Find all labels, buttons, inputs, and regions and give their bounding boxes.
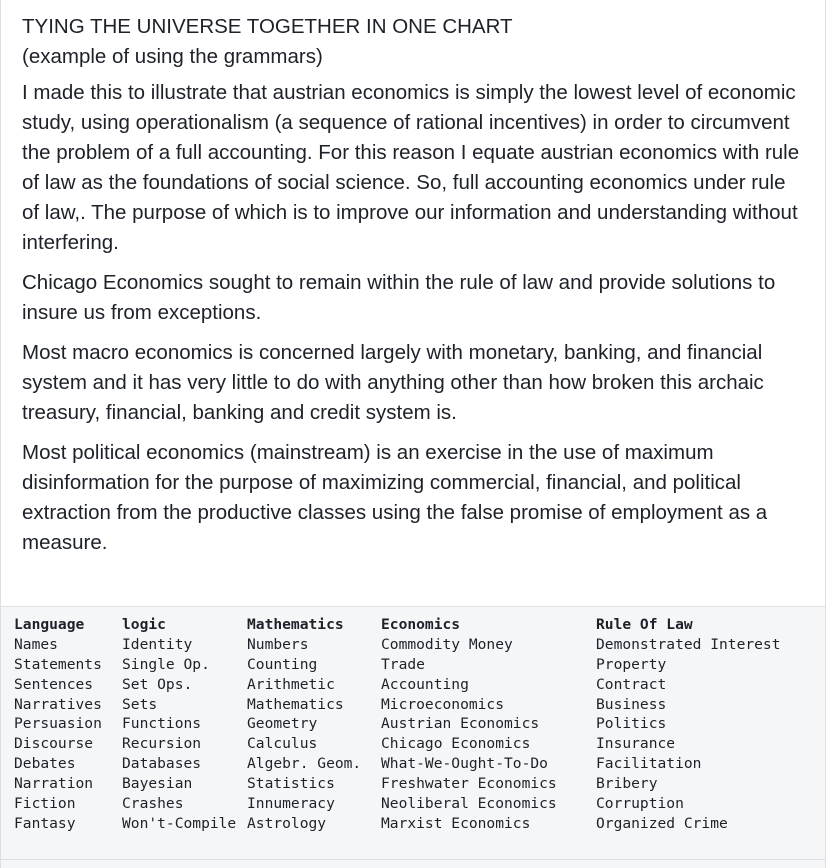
- header-language: Language: [14, 616, 85, 633]
- table-cell: Algebr. Geom.: [247, 755, 362, 773]
- grammar-header-row: [14, 616, 796, 636]
- table-cell: Geometry: [247, 715, 318, 733]
- table-row: [14, 795, 796, 815]
- table-cell: Facilitation: [596, 755, 702, 773]
- table-cell: Accounting: [381, 675, 469, 693]
- table-cell: Organized Crime: [596, 814, 728, 832]
- table-cell: Demonstrated Interest: [596, 635, 781, 653]
- table-cell: Politics: [596, 715, 667, 733]
- table-cell: Bribery: [596, 775, 658, 793]
- paragraph-political: Most political economics (mainstream) is an exercise in the use of maximum disinformation for the purpose of maximizing commercial, financial, and political extraction from the productive classes using the false promise of employment as a measure.: [22, 441, 768, 554]
- table-cell: Fantasy: [14, 814, 76, 832]
- table-cell: Trade: [381, 655, 425, 673]
- table-cell: Discourse: [14, 735, 94, 753]
- table-cell: Databases: [122, 755, 202, 773]
- header-economics: Economics: [381, 616, 461, 633]
- table-cell: Corruption: [596, 795, 684, 813]
- table-cell: Bayesian: [122, 775, 193, 793]
- table-cell: Property: [596, 655, 667, 673]
- table-cell: Set Ops.: [122, 675, 193, 693]
- table-cell: Neoliberal Economics: [381, 795, 557, 813]
- table-cell: Functions: [122, 715, 202, 733]
- table-cell: Identity: [122, 635, 193, 653]
- table-row: [14, 715, 796, 735]
- table-cell: Statements: [14, 655, 102, 673]
- table-cell: Sentences: [14, 675, 94, 693]
- table-cell: Narratives: [14, 695, 102, 713]
- table-row: [14, 775, 796, 795]
- table-row: [14, 735, 796, 755]
- table-cell: Fiction: [14, 795, 76, 813]
- table-cell: Innumeracy: [247, 795, 335, 813]
- post-body: [1, 0, 825, 558]
- table-cell: Sets: [122, 695, 158, 713]
- header-mathematics: Mathematics: [247, 616, 344, 633]
- table-cell: Contract: [596, 675, 667, 693]
- grammar-table: [14, 616, 796, 835]
- table-cell: Persuasion: [14, 715, 102, 733]
- table-cell: Names: [14, 635, 58, 653]
- table-row: [14, 815, 796, 835]
- table-row: [14, 696, 796, 716]
- table-cell: Statistics: [247, 775, 335, 793]
- table-cell: Arithmetic: [247, 675, 335, 693]
- table-cell: Astrology: [247, 814, 327, 832]
- divider: [1, 859, 825, 860]
- table-cell: Counting: [247, 655, 318, 673]
- paragraph-chicago: Chicago Economics sought to remain within the rule of law and provide solutions to insure us from exceptions.: [22, 271, 776, 324]
- header-rule-of-law: Rule Of Law: [596, 616, 693, 633]
- table-cell: Insurance: [596, 735, 676, 753]
- table-cell: Marxist Economics: [381, 814, 531, 832]
- table-cell: Debates: [14, 755, 76, 773]
- table-cell: Numbers: [247, 635, 309, 653]
- table-row: [14, 755, 796, 775]
- table-row: [14, 636, 796, 656]
- grammar-code-block: [1, 606, 825, 868]
- table-cell: Mathematics: [247, 695, 344, 713]
- table-cell: Single Op.: [122, 655, 210, 673]
- paragraph-macro: Most macro economics is concerned largely with monetary, banking, and financial system and it has very little to do with anything other than how broken this archaic treasury, financial, banking and credit system is.: [22, 341, 764, 424]
- table-cell: Freshwater Economics: [381, 775, 557, 793]
- table-cell: Business: [596, 695, 667, 713]
- header-logic: logic: [122, 616, 166, 633]
- table-cell: Crashes: [122, 795, 184, 813]
- table-cell: What-We-Ought-To-Do: [381, 755, 548, 773]
- table-cell: Recursion: [122, 735, 202, 753]
- paragraph-austrian: I made this to illustrate that austrian economics is simply the lowest level of economic study, using operationalism (a sequence of rational incentives) in order to circumvent the problem of a full accounting. For this reason I equate austrian economics with rule of law as the foundations of social science. So, full accounting economics under rule of law,. The purpose of which is to improve our information and understanding without interfering.: [22, 81, 800, 254]
- table-row: [14, 656, 796, 676]
- table-cell: Commodity Money: [381, 635, 513, 653]
- table-cell: Calculus: [247, 735, 318, 753]
- post-title: TYING THE UNIVERSE TOGETHER IN ONE CHART: [22, 15, 513, 38]
- post-heading: [22, 12, 805, 72]
- table-cell: Microeconomics: [381, 695, 505, 713]
- table-cell: Chicago Economics: [381, 735, 531, 753]
- table-cell: Narration: [14, 775, 94, 793]
- table-cell: Austrian Economics: [381, 715, 540, 733]
- table-cell: Won't-Compile: [122, 814, 237, 832]
- post-subtitle: (example of using the grammars): [22, 45, 323, 68]
- table-row: [14, 676, 796, 696]
